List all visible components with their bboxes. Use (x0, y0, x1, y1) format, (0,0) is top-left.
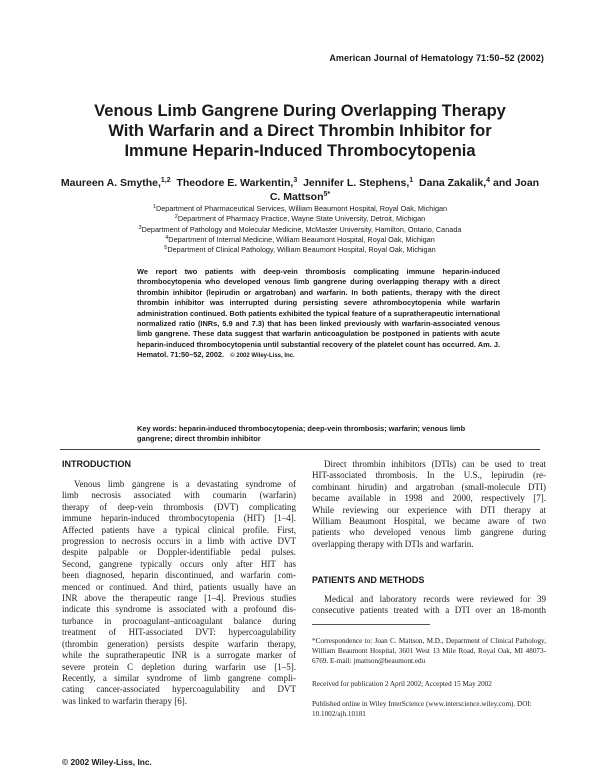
right-column-body (312, 459, 546, 550)
footnote-divider (312, 624, 430, 625)
text-line: limb necrosis associated with coumarin (warfarin) (62, 490, 296, 501)
text-line: Second, gangrene typically occurs only after HIT has (62, 558, 296, 569)
text-line: consecutive patients treated with a DTI over an 18-month (312, 605, 546, 616)
author: Maureen A. Smythe,$^{1,2}$ (60, 177, 171, 189)
abstract (137, 267, 500, 362)
affiliations (60, 204, 540, 255)
author: Dana Zakalik,$^4$ (419, 177, 491, 189)
affiliation: $^3$Department of Pathology and Molecular Medicine, McMaster University, Hamilton, Ontario, Canada (138, 224, 462, 234)
text-line: progression to necrosis occurs in a limb with active DVT (62, 536, 296, 547)
text-line: Affected patients have a typical clinical profile. First, (62, 524, 296, 535)
affiliation: $^2$Department of Pharmacy Practice, Wayne State University, Detroit, Michigan (174, 214, 426, 224)
text-line: turbance in procoagulant–anticoagulant balance during (62, 615, 296, 626)
title-line: Immune Heparin-Induced Thrombocytopenia (124, 142, 476, 160)
abstract-text: We report two patients with deep-vein thrombosis complicating immune heparin-induced thrombocytopenia who developed venous limb gangrene during overlapping therapy with a direct thrombin inhibitor (lepirudin or argatroban) and warfarin. In both patients, therapy with the direct thrombin inhibitor was interrupted during persisting severe athrombocytopenia while warfarin administration continued. Both patients exhibited the typical feature of a supratherapeutic international normalized ratio (INRs, 5.9 and 7.3) that has been linked previously with warfarin-associated venous limb gangrene. These data suggest that warfarin anticoagulation be postponed in patients with acute heparin-induced thrombocytopenia until substantial recovery of the platelet count has occurred. Am. J. Hematol. 71:50–52, 2002. (137, 267, 501, 360)
text-line: patients who developed venous limb gangrene during (312, 527, 546, 538)
published-note: Published online in Wiley InterScience (www.interscience.wiley.com). DOI: 10.1002/ajh.10181 (312, 700, 532, 719)
text-line: William Beaumont Hospital, we became aware of two (312, 516, 546, 527)
correspondence-note: *Correspondence to: Joan C. Mattson, M.D., Department of Clinical Pathology, William Beaumont Hospital, 3601 West 13 Mile Road, Royal Oak, MI 48073-6769. E-mail: jmattson@beaumont.edu (312, 637, 546, 666)
text-line: was linked to warfarin therapy [6]. (62, 695, 187, 706)
title-line: Venous Limb Gangrene During Overlapping Therapy (94, 102, 506, 120)
text-line: combinant hirudin) and argatroban (small-molecule DTI) (312, 481, 546, 492)
text-line: became available in 1998 and 2000, respectively [7]. (312, 493, 546, 504)
methods-body (312, 594, 546, 617)
journal-citation: American Journal of Hematology 71:50–52 (2002) (329, 53, 544, 63)
text-line: immune heparin-induced thrombocytopenia (HIT) [1–4]. (62, 513, 296, 524)
received-note: Received for publication 2 April 2002; Accepted 15 May 2002 (312, 680, 492, 688)
text-line: HIT-associated thrombosis. In the U.S., lepirudin (re- (312, 470, 546, 481)
text-line: Venous limb gangrene is a devastating syndrome of (74, 479, 296, 489)
text-line: been diagnosed, heparin discontinued, and warfarin com- (62, 570, 296, 581)
author-list (60, 176, 540, 204)
text-line: treatment of HIT-associated DVT: hypercoagulability (62, 627, 296, 638)
article-title (60, 101, 540, 161)
affiliation: $^5$Department of Clinical Pathology, William Beaumont Hospital, Royal Oak, Michigan (164, 245, 436, 255)
author: Theodore E. Warkentin,$^3$ (176, 177, 298, 189)
intro-heading: INTRODUCTION (62, 459, 131, 469)
text-line: Recently, a similar syndrome of limb gangrene compli- (62, 672, 296, 683)
text-line: Direct thrombin inhibitors (DTIs) can be used to treat (324, 459, 546, 469)
text-line: severe protein C depletion during warfarin use [1–5]. (62, 661, 296, 672)
keywords: Key words: heparin-induced thrombocytopenia; deep-vein thrombosis; warfarin; venous limb gangrene; direct thrombin inhibitor (137, 424, 466, 444)
text-line: overlapping therapy with DTIs and warfarin. (312, 538, 474, 549)
text-line: menced or continued. And third, patients usually have an (62, 581, 296, 592)
text-line: (thrombin generation) persists despite warfarin therapy, (62, 638, 296, 649)
text-line: Medical and laboratory records were reviewed for 39 (324, 594, 546, 604)
text-line: indicate this syndrome is associated with a profound dis- (62, 604, 296, 615)
text-line: INR above the therapeutic range [1–4]. Previous studies (62, 593, 296, 604)
text-line: despite palpable or Doppler-identifiable pedal pulses. (62, 547, 296, 558)
section-divider (60, 449, 540, 450)
author: Jennifer L. Stephens,$^1$ (303, 177, 414, 189)
text-line: While reviewing our experience with DTI therapy at (312, 504, 546, 515)
text-line: cating cancer-associated hypercoagulability and DVT (62, 684, 296, 695)
affiliation: $^4$Department of Internal Medicine, William Beaumont Hospital, Royal Oak, Michigan (165, 234, 435, 244)
text-line: while the supratherapeutic INR is a surrogate marker of (62, 650, 296, 661)
abstract-copyright: © 2002 Wiley-Liss, Inc. (230, 353, 295, 360)
author: and Joan C. Mattson$^{5*}$ (269, 177, 540, 203)
affiliation: $^1$Department of Pharmaceutical Services, William Beaumont Hospital, Royal Oak, Michigan (152, 204, 448, 213)
intro-body (62, 479, 296, 707)
text-line: therapy of deep-vein thrombosis (DVT) complicating (62, 501, 296, 512)
methods-heading: PATIENTS AND METHODS (312, 575, 425, 585)
page-footer-copyright: © 2002 Wiley-Liss, Inc. (62, 757, 152, 767)
title-line: With Warfarin and a Direct Thrombin Inhibitor for (108, 122, 492, 140)
